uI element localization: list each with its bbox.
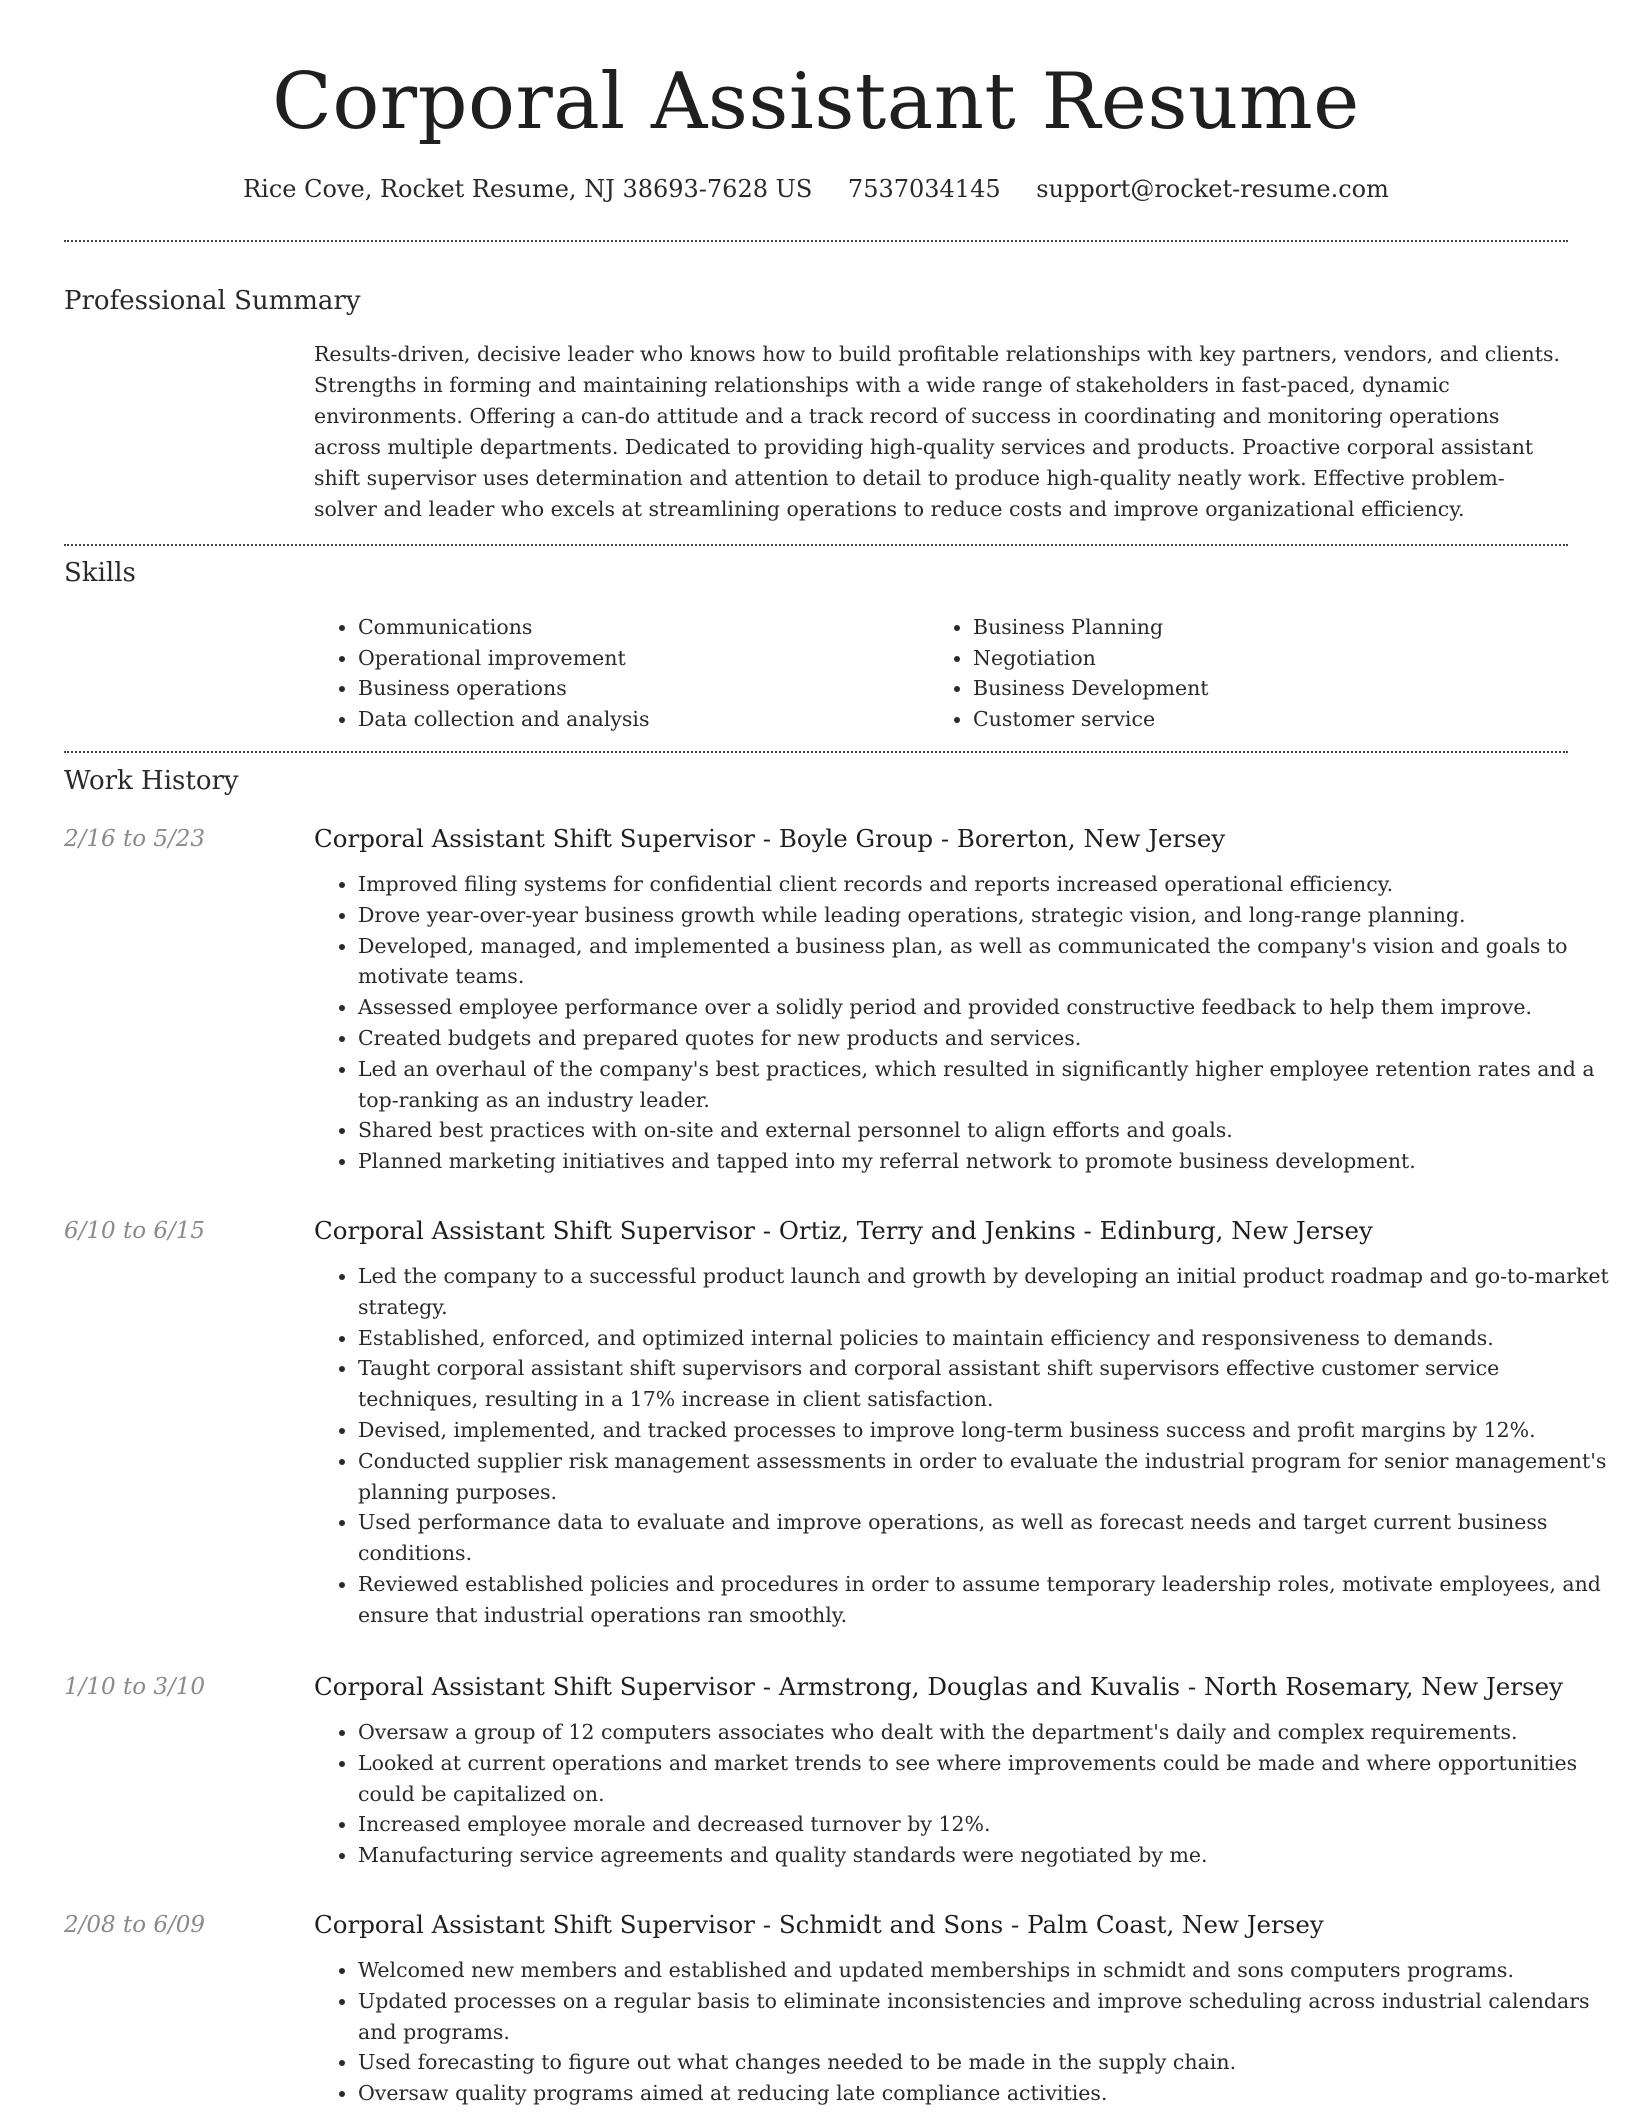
skill-item: • Communications <box>358 612 649 643</box>
section-heading-work: Work History <box>64 766 239 796</box>
resume-title: Corporal Assistant Resume <box>272 57 1360 147</box>
job-bullet: • Used performance data to evaluate and improve operations, as well as forecast needs and target current business conditions. <box>358 1507 1614 1569</box>
job-dates: 1/10 to 3/10 <box>64 1674 206 1700</box>
skill-item: • Data collection and analysis <box>358 704 649 735</box>
job-title: Corporal Assistant Shift Supervisor - Schmidt and Sons - Palm Coast, New Jersey <box>314 1910 1324 1939</box>
job-bullet: • Oversaw a group of 12 computers associates who dealt with the department's daily and complex requirements. <box>358 1717 1614 1748</box>
skill-item: • Business Planning <box>973 612 1209 643</box>
job-bullet: • Assessed employee performance over a solidly period and provided constructive feedback to help them improve. <box>358 992 1614 1023</box>
job-dates: 6/10 to 6/15 <box>64 1218 206 1244</box>
job-bullet: • Led the company to a successful product launch and growth by developing an initial product roadmap and go-to-market strategy. <box>358 1261 1614 1323</box>
job-bullets <box>314 1717 1614 1871</box>
job-bullets <box>314 1261 1614 1631</box>
job-bullet: • Improved filing systems for confidential client records and reports increased operational efficiency. <box>358 869 1614 900</box>
professional-summary-text: Results-driven, decisive leader who knows how to build profitable relationships with key partners, vendors, and clients. Strengths in forming and maintaining relationships with a wide range of stakeholders in fast-paced, dynamic environments. Offering a can-do attitude and a track record of success in coordinating and monitoring operations across multiple departments. Dedicated to providing high-quality services and products. Proactive corporal assistant shift supervisor uses determination and attention to detail to produce high-quality neatly work. Effective problem-solver and leader who excels at streamlining operations to reduce costs and improve organizational efficiency. <box>314 342 1560 521</box>
job-dates: 2/16 to 5/23 <box>64 826 206 852</box>
job-bullet: • Looked at current operations and market trends to see where improvements could be made and where opportunities could be capitalized on. <box>358 1748 1614 1810</box>
job-bullet: • Reviewed established policies and procedures in order to assume temporary leadership roles, motivate employees, and ensure that industrial operations ran smoothly. <box>358 1569 1614 1631</box>
contact-line <box>0 170 1632 208</box>
job-bullet: • Conducted supplier risk management assessments in order to evaluate the industrial program for senior management's planning purposes. <box>358 1446 1614 1508</box>
skill-item: • Negotiation <box>973 643 1209 674</box>
job-title: Corporal Assistant Shift Supervisor - Ortiz, Terry and Jenkins - Edinburg, New Jersey <box>314 1216 1373 1245</box>
job-title: Corporal Assistant Shift Supervisor - Armstrong, Douglas and Kuvalis - North Rosemary, New Jersey <box>314 1672 1563 1701</box>
skills-list-left <box>314 612 649 734</box>
skill-item: • Operational improvement <box>358 643 649 674</box>
job-bullet: • Drove year-over-year business growth while leading operations, strategic vision, and long-range planning. <box>358 900 1614 931</box>
job-bullet: • Manufacturing service agreements and quality standards were negotiated by me. <box>358 1840 1614 1871</box>
contact-phone[interactable]: 7537034145 <box>847 175 1001 203</box>
divider <box>64 544 1568 546</box>
job-bullets <box>314 1955 1614 2109</box>
section-heading-summary: Professional Summary <box>64 286 361 316</box>
job-title: Corporal Assistant Shift Supervisor - Boyle Group - Borerton, New Jersey <box>314 824 1226 853</box>
job-dates: 2/08 to 6/09 <box>64 1912 206 1938</box>
job-bullet: • Established, enforced, and optimized internal policies to maintain efficiency and responsiveness to demands. <box>358 1323 1614 1354</box>
skill-item: • Business Development <box>973 673 1209 704</box>
skill-item: • Business operations <box>358 673 649 704</box>
job-bullets <box>314 869 1614 1177</box>
skill-item: • Customer service <box>973 704 1209 735</box>
job-bullet: • Shared best practices with on-site and external personnel to align efforts and goals. <box>358 1115 1614 1146</box>
job-bullet: • Led an overhaul of the company's best practices, which resulted in significantly higher employee retention rates and a top-ranking as an industry leader. <box>358 1054 1614 1116</box>
job-bullet: • Created budgets and prepared quotes for new products and services. <box>358 1023 1614 1054</box>
job-bullet: • Planned marketing initiatives and tapped into my referral network to promote business development. <box>358 1146 1614 1177</box>
divider <box>64 240 1568 242</box>
job-bullet: • Increased employee morale and decreased turnover by 12%. <box>358 1809 1614 1840</box>
job-bullet: • Taught corporal assistant shift supervisors and corporal assistant shift supervisors effective customer service techniques, resulting in a 17% increase in client satisfaction. <box>358 1353 1614 1415</box>
job-bullet: • Oversaw quality programs aimed at reducing late compliance activities. <box>358 2078 1614 2109</box>
section-heading-skills: Skills <box>64 558 136 588</box>
divider <box>64 751 1568 753</box>
job-bullet: • Devised, implemented, and tracked processes to improve long-term business success and profit margins by 12%. <box>358 1415 1614 1446</box>
skills-list-right <box>929 612 1209 734</box>
job-bullet: • Welcomed new members and established and updated memberships in schmidt and sons computers programs. <box>358 1955 1614 1986</box>
contact-address: Rice Cove, Rocket Resume, NJ 38693-7628 US <box>243 175 813 203</box>
job-bullet: • Developed, managed, and implemented a business plan, as well as communicated the company's vision and goals to motivate teams. <box>358 931 1614 993</box>
job-bullet: • Updated processes on a regular basis to eliminate inconsistencies and improve scheduling across industrial calendars and programs. <box>358 1986 1614 2048</box>
job-bullet: • Used forecasting to figure out what changes needed to be made in the supply chain. <box>358 2047 1614 2078</box>
contact-email[interactable]: support@rocket-resume.com <box>1036 175 1389 203</box>
